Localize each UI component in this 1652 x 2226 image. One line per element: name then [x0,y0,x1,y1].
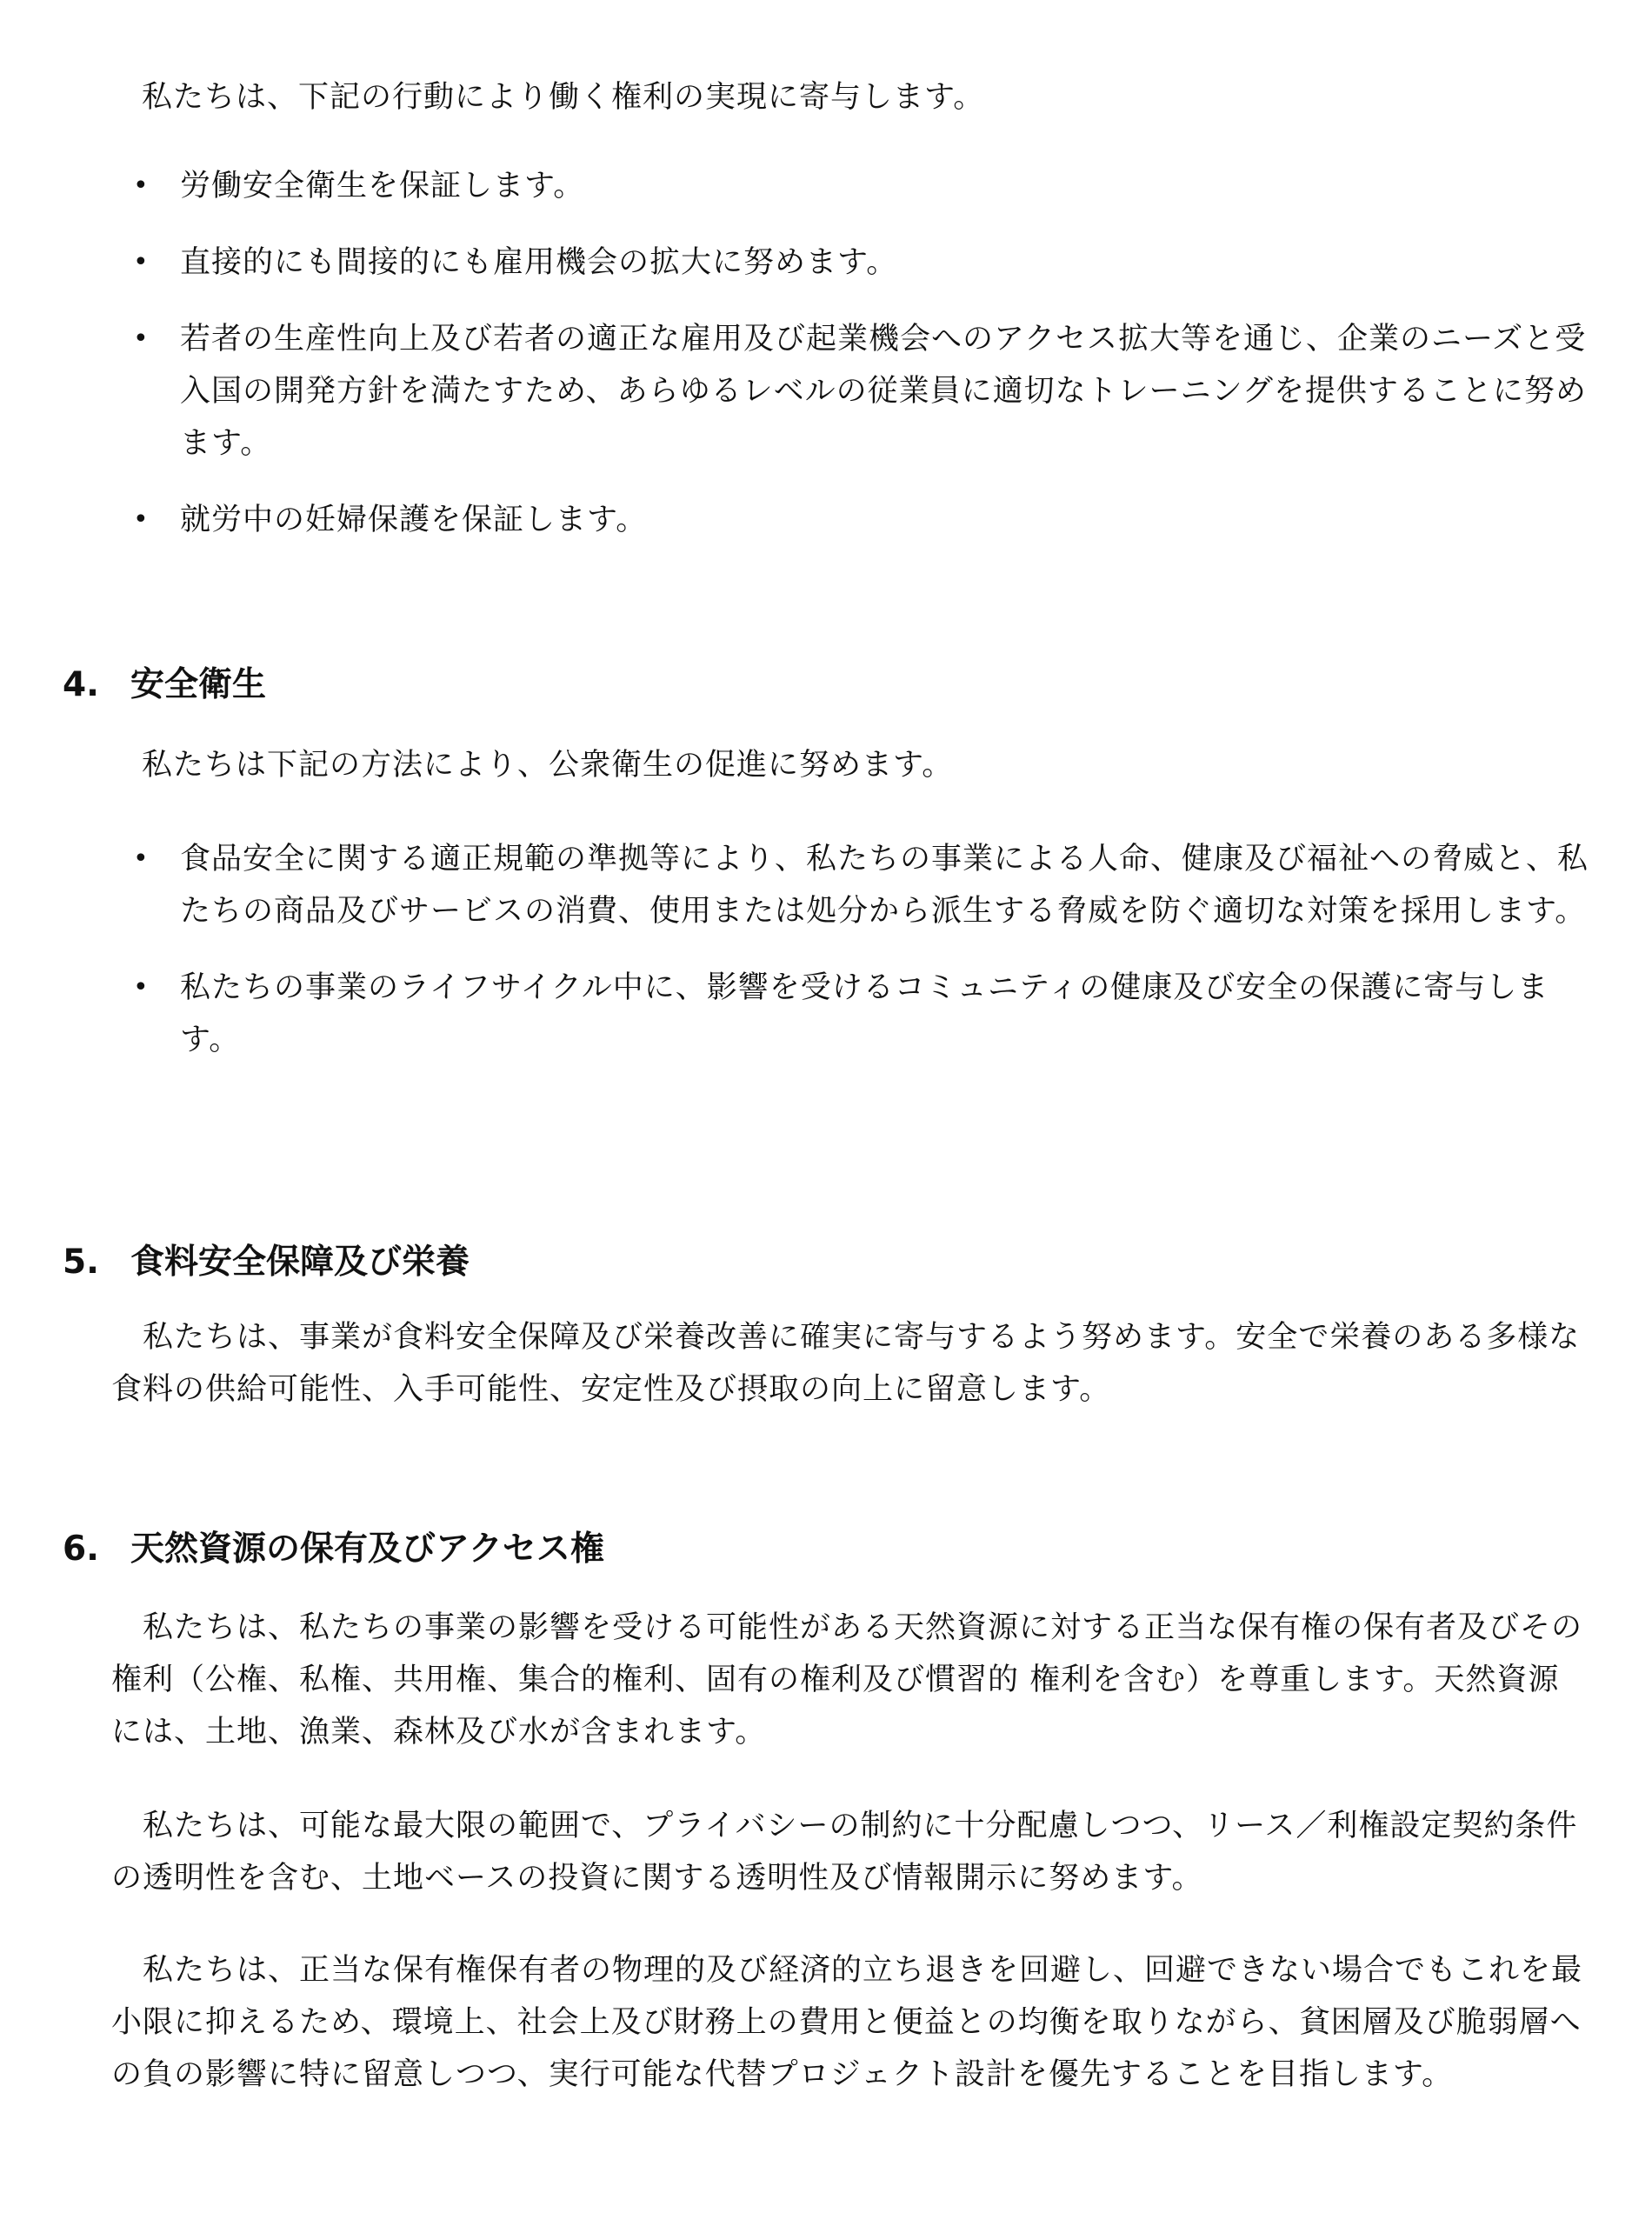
section-4-intro: 私たちは下記の方法により、公衆衛生の促進に努めます。 [142,748,954,783]
bullet-text: 直接的にも間接的にも雇用機会の拡大に努めます。 [180,245,898,280]
section-title: 天然資源の保有及びアクセス権 [130,1530,604,1569]
labor-bullet-list [126,160,1595,570]
bullet-text: 食品安全に関する適正規範の準拠等により、私たちの事業による人命、健康及び福祉への脅威と、私たちの商品及びサービスの消費、使用または処分から派生する脅威を防ぐ適切な対策を採用します。 [180,842,1589,929]
list-item [126,237,1595,289]
bullet-icon: • [133,323,150,354]
section-number: 4. [63,665,99,704]
section-title: 安全衛生 [130,665,267,704]
list-item [126,494,1595,546]
section-title: 食料安全保障及び栄養 [130,1243,470,1282]
labor-intro: 私たちは、下記の行動により働く権利の実現に寄与します。 [142,80,985,115]
bullet-icon: • [133,972,150,1003]
bullet-text: 私たちの事業のライフサイクル中に、影響を受けるコミュニティの健康及び安全の保護に寄与します。 [180,970,1549,1057]
list-item [126,160,1595,212]
section-6-paragraph-3: 私たちは、正当な保有権保有者の物理的及び経済的立ち退きを回避し、回避できない場合でもこれを最小限に抑えるため、環境上、社会上及び財務上の費用と便益との均衡を取りながら、貧困層及び脆弱層への負の影響に特に留意しつつ、実行可能な代替プロジェクト設計を優先することを目指します。 [111,1953,1583,2092]
list-item [126,313,1595,470]
list-item [126,833,1595,937]
bullet-icon: • [133,170,150,201]
section-4-bullet-list [126,833,1595,1090]
bullet-text: 若者の生産性向上及び若者の適正な雇用及び起業機会へのアクセス拡大等を通じ、企業のニーズと受入国の開発方針を満たすため、あらゆるレベルの従業員に適切なトレーニングを提供することに努めます。 [180,322,1587,461]
bullet-icon: • [133,247,150,277]
section-5-heading [63,1236,470,1289]
section-4-heading [63,659,266,711]
section-number: 6. [63,1530,99,1569]
bullet-text: 労働安全衛生を保証します。 [180,169,585,203]
bullet-text: 就労中の妊婦保護を保証します。 [180,503,648,537]
section-5-body: 私たちは、事業が食料安全保障及び栄養改善に確実に寄与するよう努めます。安全で栄養のある多様な食料の供給可能性、入手可能性、安定性及び摂取の向上に留意します。 [111,1320,1581,1407]
section-6-paragraph-2: 私たちは、可能な最大限の範囲で、プライバシーの制約に十分配慮しつつ、リース／利権設定契約条件の透明性を含む、土地ベースの投資に関する透明性及び情報開示に努めます。 [111,1809,1578,1896]
list-item [126,962,1595,1066]
section-6-heading [63,1523,604,1576]
section-6-paragraph-1: 私たちは、私たちの事業の影響を受ける可能性がある天然資源に対する正当な保有権の保有者及びその権利（公権、私権、共用権、集合的権利、固有の権利及び慣習的 権利を含む）を尊重します。天然資源には、土地、漁業、森林及び水が含まれます。 [111,1610,1583,1749]
bullet-icon: • [133,504,150,535]
section-number: 5. [63,1243,99,1282]
bullet-icon: • [133,843,150,874]
